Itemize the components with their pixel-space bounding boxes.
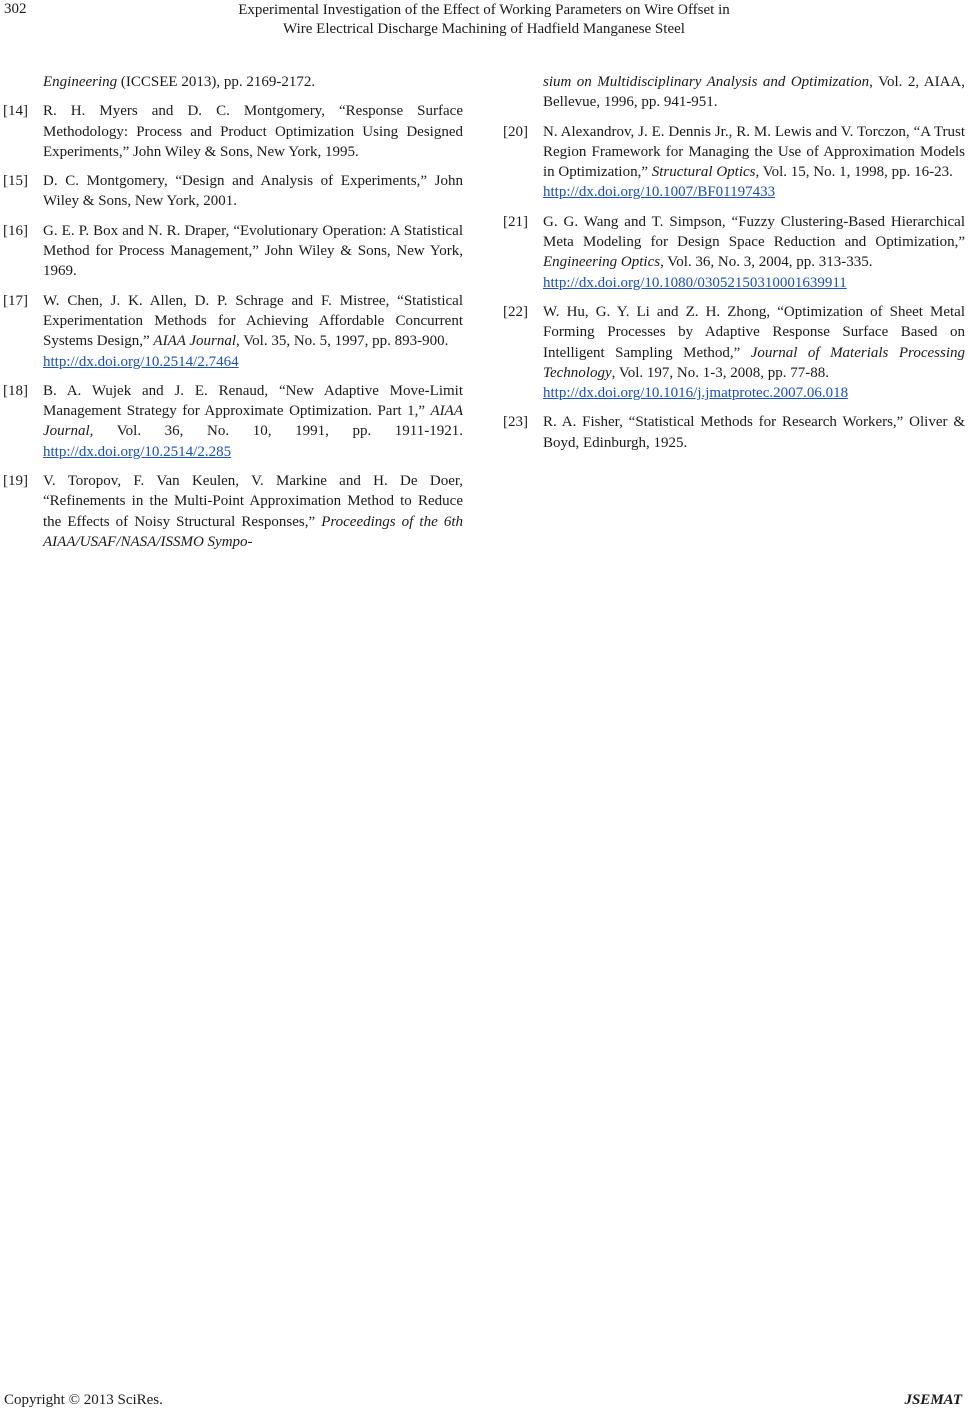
reference-text: D. C. Montgomery, “Design and Analysis of Experiments,” John Wiley & Sons, New York, 2001. bbox=[43, 173, 463, 210]
reference-15 bbox=[3, 171, 463, 212]
reference-continuation: Engineering (ICCSEE 2013), pp. 2169-2172. bbox=[43, 74, 316, 90]
reference-number: [21] bbox=[503, 213, 528, 230]
doi-link[interactable]: http://dx.doi.org/10.1007/BF01197433 bbox=[543, 184, 776, 201]
reference-text: W. Hu, G. Y. Li and Z. H. Zhong, “Optimization of Sheet Metal Forming Processes by Adaptive Response Surface Based on Intelligent Sampling Method,” Journal of Materials Processing Technology, Vol. 197, No. 1-3, 2008, pp. 77-88. http://dx.doi.org/10.1016/j.jmatprotec.2007.06.018 bbox=[543, 303, 965, 402]
doi-link[interactable]: http://dx.doi.org/10.1016/j.jmatprotec.2007.06.018 bbox=[543, 385, 849, 402]
reference-continuation: sium on Multidisciplinary Analysis and Optimization, Vol. 2, AIAA, Bellevue, 1996, pp. 941-951. bbox=[543, 74, 965, 111]
running-title bbox=[0, 1, 968, 39]
running-title-line-1: Experimental Investigation of the Effect of Working Parameters on Wire Offset in bbox=[238, 2, 730, 18]
reference-23 bbox=[503, 412, 965, 453]
reference-14 bbox=[3, 101, 463, 162]
reference-number: [17] bbox=[3, 292, 28, 309]
doi-link[interactable]: http://dx.doi.org/10.2514/2.7464 bbox=[43, 353, 239, 370]
left-column bbox=[3, 72, 463, 561]
reference-text: B. A. Wujek and J. E. Renaud, “New Adaptive Move-Limit Management Strategy for Approximate Optimization. Part 1,” AIAA Journal, Vol. 36, No. 10, 1991, pp. 1911-1921. http://dx.doi.org/10.2514/2.285 bbox=[43, 382, 463, 460]
reference-text: R. H. Myers and D. C. Montgomery, “Response Surface Methodology: Process and Product Optimization Using Designed Experiments,” John Wiley & Sons, New York, 1995. bbox=[43, 103, 463, 160]
reference-20 bbox=[503, 122, 965, 203]
reference-21 bbox=[503, 212, 965, 293]
reference-22 bbox=[503, 302, 965, 403]
reference-text: G. E. P. Box and N. R. Draper, “Evolutionary Operation: A Statistical Method for Process Management,” John Wiley & Sons, New York, 1969. bbox=[43, 222, 463, 280]
right-column bbox=[503, 72, 965, 462]
reference-text: R. A. Fisher, “Statistical Methods for Research Workers,” Oliver & Boyd, Edinburgh, 1925. bbox=[543, 414, 965, 451]
reference-number: [19] bbox=[3, 473, 28, 490]
reference-17 bbox=[3, 291, 463, 372]
page-header bbox=[0, 0, 968, 44]
reference-text: V. Toropov, F. Van Keulen, V. Markine and H. De Doer, “Refinements in the Multi-Point Approximation Method to Reduce the Effects of Noisy Structural Responses,” Proceedings of the 6th AIAA/USAF/NASA/ISSMO Sympo- bbox=[43, 473, 463, 550]
reference-19 bbox=[3, 471, 463, 552]
reference-number: [18] bbox=[3, 382, 28, 399]
page-number: 302 bbox=[4, 1, 27, 17]
copyright-notice: Copyright © 2013 SciRes. bbox=[4, 1392, 163, 1408]
reference-number: [14] bbox=[3, 103, 28, 120]
reference-number: [15] bbox=[3, 173, 28, 190]
reference-text: N. Alexandrov, J. E. Dennis Jr., R. M. Lewis and V. Torczon, “A Trust Region Framework for Managing the Use of Approximation Models in Optimization,” Structural Optics, Vol. 15, No. 1, 1998, pp. 16-23. http://dx.doi.org/10.1007/BF01197433 bbox=[543, 123, 965, 201]
doi-link[interactable]: http://dx.doi.org/10.2514/2.285 bbox=[43, 443, 232, 460]
reference-number: [23] bbox=[503, 414, 528, 431]
doi-link[interactable]: http://dx.doi.org/10.1080/03052150310001639911 bbox=[543, 274, 847, 291]
page-footer bbox=[0, 1392, 968, 1412]
reference-number: [20] bbox=[503, 123, 528, 140]
running-title-line-2: Wire Electrical Discharge Machining of Hadfield Manganese Steel bbox=[283, 21, 685, 37]
reference-number: [22] bbox=[503, 303, 528, 320]
reference-number: [16] bbox=[3, 222, 28, 239]
reference-text: G. G. Wang and T. Simpson, “Fuzzy Clustering-Based Hierarchical Meta Modeling for Design Space Reduction and Optimization,” Engineering Optics, Vol. 36, No. 3, 2004, pp. 313-335. http://dx.doi.org/10.1080/03052150310001639911 bbox=[543, 213, 965, 291]
reference-18 bbox=[3, 381, 463, 462]
reference-16 bbox=[3, 221, 463, 282]
journal-abbreviation: JSEMAT bbox=[904, 1392, 962, 1408]
reference-text: W. Chen, J. K. Allen, D. P. Schrage and F. Mistree, “Statistical Experimentation Methods for Achieving Affordable Concurrent Systems Design,” AIAA Journal, Vol. 35, No. 5, 1997, pp. 893-900. http://dx.doi.org/10.2514/2.7464 bbox=[43, 292, 463, 370]
